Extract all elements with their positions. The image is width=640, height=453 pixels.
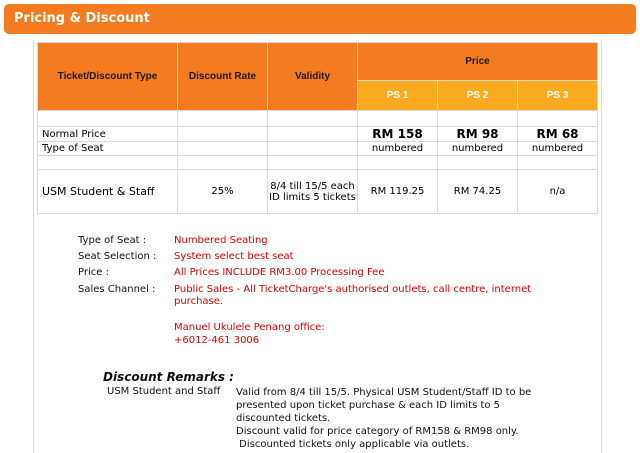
sales-channel-label: Sales Channel : [78, 284, 156, 295]
remarks-title: Discount Remarks : [103, 370, 234, 384]
seat-type-label: Type of Seat [38, 142, 178, 156]
student-price-ps2: RM 74.25 [438, 170, 518, 214]
section-title: Pricing & Discount [14, 11, 150, 26]
col-header-ps2: PS 2 [438, 81, 518, 111]
student-price-ps1: RM 119.25 [358, 170, 438, 214]
table-row [38, 111, 598, 127]
office-phone: +6012-461 3006 [174, 335, 260, 346]
normal-price-ps1: RM 158 [358, 127, 438, 142]
seat-selection-value: System select best seat [174, 251, 294, 262]
col-header-validity: Validity [268, 43, 358, 111]
student-label: USM Student & Staff [38, 170, 178, 214]
remarks-label: USM Student and Staff [107, 386, 221, 397]
section-header [4, 4, 636, 34]
office-name: Manuel Ukulele Penang office: [174, 322, 325, 333]
col-header-ticket-type: Ticket/Discount Type [38, 43, 178, 111]
price-info-label: Price : [78, 267, 109, 278]
normal-price-label: Normal Price [38, 127, 178, 142]
remarks-line: Valid from 8/4 till 15/5. Physical USM Student/Staff ID to be [236, 387, 532, 398]
seat-type-info-value: Numbered Seating [174, 235, 268, 246]
col-header-discount-rate: Discount Rate [178, 43, 268, 111]
table-row [38, 156, 598, 170]
student-validity: 8/4 till 15/5 each ID limits 5 tickets [268, 170, 358, 214]
col-header-ps3: PS 3 [518, 81, 598, 111]
table-row [38, 127, 598, 142]
col-header-ps1: PS 1 [358, 81, 438, 111]
remarks-text [236, 386, 531, 451]
sales-channel-value-1: Public Sales - All TicketCharge's authorised outlets, call centre, internet [174, 284, 532, 295]
seat-type-ps3: numbered [518, 142, 598, 156]
remarks-line: Discounted tickets only applicable via outlets. [236, 439, 470, 450]
sales-channel-value-2: purchase. [174, 296, 224, 307]
student-rate: 25% [178, 170, 268, 214]
table-row [38, 142, 598, 156]
normal-price-ps2: RM 98 [438, 127, 518, 142]
price-info-value: All Prices INCLUDE RM3.00 Processing Fee [174, 267, 385, 278]
seat-type-ps1: numbered [358, 142, 438, 156]
remarks-line: Discount valid for price category of RM158 & RM98 only. [236, 426, 519, 437]
seat-type-ps2: numbered [438, 142, 518, 156]
col-header-price: Price [358, 43, 598, 81]
remarks-line: discounted tickets. [236, 413, 331, 424]
remarks-line: presented upon ticket purchase & each ID limits to 5 [236, 400, 501, 411]
table-row [38, 170, 598, 214]
price-table [37, 42, 598, 214]
normal-price-ps3: RM 68 [518, 127, 598, 142]
student-price-ps3: n/a [518, 170, 598, 214]
seat-type-info-label: Type of Seat : [78, 235, 147, 246]
seat-selection-label: Seat Selection : [78, 251, 157, 262]
